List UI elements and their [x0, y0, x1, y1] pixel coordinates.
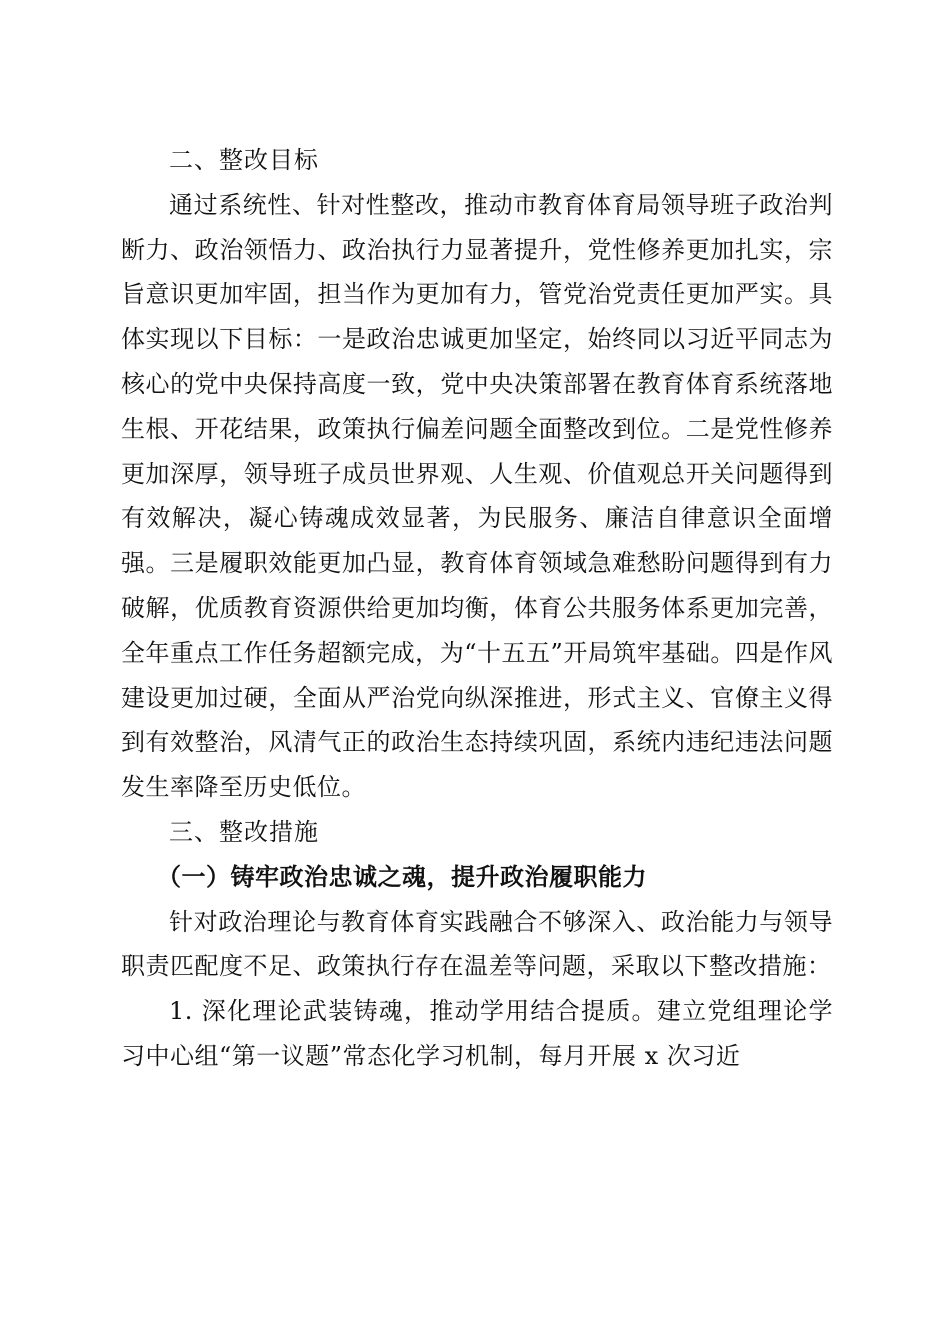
section-2-heading: 二、整改目标 — [169, 146, 319, 174]
section-3-intro-paragraph: 针对政治理论与教育体育实践融合不够深入、政治能力与领导职责匹配度不足、政策执行存在温差等问题，采取以下整改措施： — [121, 907, 833, 981]
section-3-item-1: 1. 深化理论武装铸魂，推动学用结合提质。建立党组理论学习中心组“第一议题”常态化学习机制，每月开展 x 次习近 — [121, 997, 833, 1070]
section-3-heading: 三、整改措施 — [169, 817, 319, 846]
document-body — [121, 138, 833, 1079]
section-3-subheading: （一）铸牢政治忠诚之魂，提升政治履职能力 — [157, 861, 647, 891]
section-2-paragraph: 通过系统性、针对性整改，推动市教育体育局领导班子政治判断力、政治领悟力、政治执行力显著提升，党性修养更加扎实，宗旨意识更加牢固，担当作为更加有力，管党治党责任更加严实。具体实现以下目标：一是政治忠诚更加坚定，始终同以习近平同志为核心的党中央保持高度一致，党中央决策部署在教育体育系统落地生根、开花结果，政策执行偏差问题全面整改到位。二是党性修养更加深厚，领导班子成员世界观、人生观、价值观总开关问题得到有效解决，凝心铸魂成效显著，为民服务、廉洁自律意识全面增强。三是履职效能更加凸显，教育体育领域急难愁盼问题得到有力破解，优质教育资源供给更加均衡，体育公共服务体系更加完善，全年重点工作任务超额完成，为“十五五”开局筑牢基础。四是作风建设更加过硬，全面从严治党向纵深推进，形式主义、官僚主义得到有效整治，风清气正的政治生态持续巩固，系统内违纪违法问题发生率降至历史低位。 — [121, 190, 833, 802]
